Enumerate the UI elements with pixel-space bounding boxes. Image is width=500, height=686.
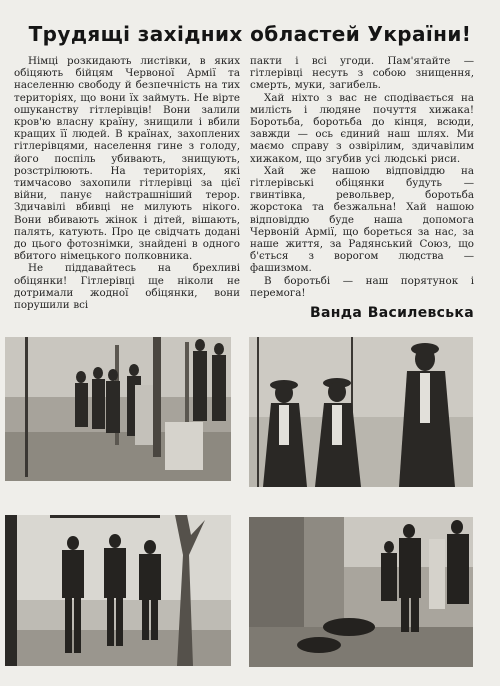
paragraph: Хай же нашою відповіддю на гітлерівські обіцянки будуть — гвинтівка, револьвер, боротьба жорстока та безжальна! Хай нашою відповіддю буде наша допомога Червоній Армії, що бореться за нас, за наше життя, за Радянський Союз, що б'ється з ворогом людства — фашизмом. <box>250 164 474 275</box>
right-column <box>250 55 474 322</box>
paragraph: Не піддавайтесь на брехливі обіцянки! Гітлерівці ще ніколи не дотримали жодної обіцянки, вони порушили всі <box>14 262 240 312</box>
paragraph: Хай ніхто з вас не сподівається на милість і людяне почуття хижака! Боротьба, боротьба до кінця, всюди, завжди — ось єдиний наш шлях. Ми маємо справу з озвірілим, здичавілим хижаком, що згубив усі людські риси. <box>250 91 474 165</box>
hanged-men-photo-icon <box>249 337 473 487</box>
paragraph: В боротьбі — наш порятунок і перемога! <box>250 274 474 299</box>
execution-photo-icon <box>5 337 231 481</box>
gallows-photo-icon <box>5 515 231 666</box>
headline: Трудящі західних областей України! <box>28 22 472 46</box>
left-column <box>14 55 240 311</box>
paragraph: Німці розкидають листівки, в яких обіцяють бійцям Червоної Армії та населенню свободу й безпечність на тих територіях, що вони їх займуть. Не вірте ошуканству гітлерівців! Вони залили кров'ю власну країну, знищили і вбили кращих її людей. В країнах, захоплених гітлерівцями, населення гине з голоду, його поспіль убивають, знищують, розстрілюють. На територіях, які тимчасово захопили гітлерівці за цієї війни, панує найстрашніший терор. Здичавілі вбивці не милують нікого. Вони вбивають жінок і дітей, вішають, палять, катують. Про це свідчать додані до цього фотознімки, знайдені в одного вбитого німецького полковника. <box>14 55 240 263</box>
street-bodies-photo-icon <box>249 517 473 667</box>
paragraph: пакти і всі угоди. Пам'ятайте — гітлерівці несуть з собою знищення, смерть, муки, загибель. <box>250 55 474 92</box>
signature: Ванда Василевська <box>310 305 474 322</box>
